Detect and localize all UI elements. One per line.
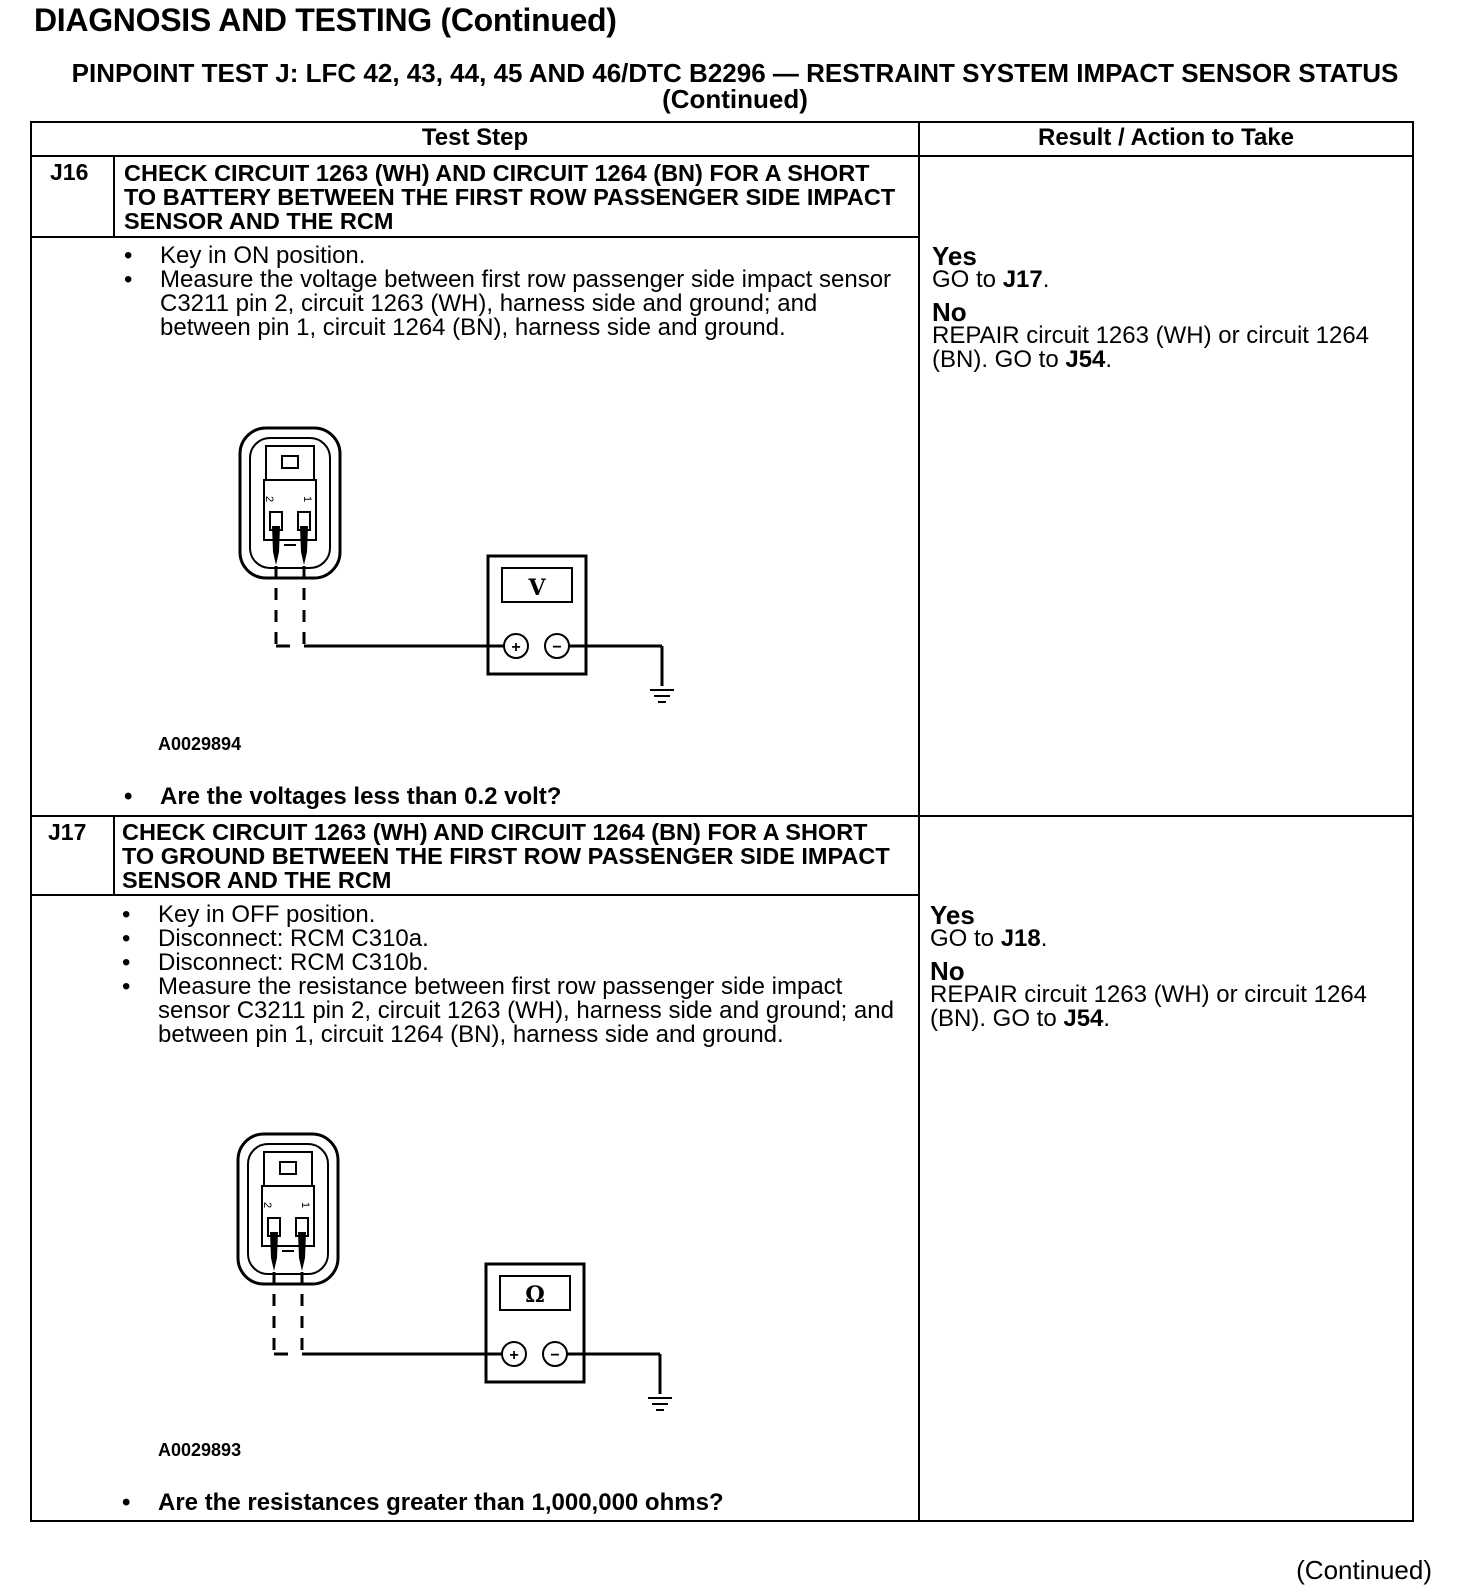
table-border-top <box>30 121 1414 123</box>
instruction-item: • Key in ON position. <box>124 244 894 268</box>
step-question: • Are the voltages less than 0.2 volt? <box>124 783 561 811</box>
table-column-divider <box>918 121 920 1522</box>
instruction-item: • Measure the resistance between first row passenger side impact sensor C3211 pin 2, circuit 1263 (WH), harness side and ground; and between pin 1, circuit 1264 (BN), harness side and ground. <box>122 975 902 1047</box>
yes-label: Yes <box>932 241 977 271</box>
no-label: No <box>930 956 965 986</box>
meter-symbol: Ω <box>525 1282 545 1308</box>
resistance-test-diagram <box>198 1126 698 1426</box>
column-header-test-step: Test Step <box>421 124 529 151</box>
minus-terminal: − <box>552 639 562 656</box>
no-label: No <box>932 297 967 327</box>
minus-terminal: − <box>550 1347 560 1364</box>
step-id: J17 <box>48 819 87 845</box>
ohmmeter-icon <box>486 1264 660 1394</box>
no-action: REPAIR circuit 1263 (WH) or circuit 1264 (BN). GO to <box>932 322 1370 373</box>
yes-action: GO to <box>930 925 995 952</box>
j16-title-divider <box>30 236 919 238</box>
j17-title-divider <box>30 894 919 896</box>
instruction-item: • Disconnect: RCM C310a. <box>122 927 902 951</box>
yes-action: GO to <box>932 266 997 293</box>
instruction-item: • Measure the voltage between first row passenger side impact sensor C3211 pin 2, circuit 1263 (WH), harness side and ground; and between pin 1, circuit 1264 (BN), harness side and ground. <box>124 268 894 340</box>
result-action: Yes GO to J17. No REPAIR circuit 1263 (WH) or circuit 1264 (BN). GO to J54. <box>932 244 1402 372</box>
yes-label: Yes <box>930 900 975 930</box>
table-border-bottom <box>30 1520 1414 1522</box>
table-border-left <box>30 121 32 1522</box>
step-separator <box>30 815 1414 817</box>
pin-label: 2 <box>263 496 275 503</box>
voltmeter-icon <box>488 556 662 686</box>
goto-link[interactable]: J17 <box>1002 266 1043 293</box>
goto-link[interactable]: J54 <box>1063 1005 1104 1032</box>
goto-link[interactable]: J54 <box>1065 346 1106 373</box>
no-action: REPAIR circuit 1263 (WH) or circuit 1264 (BN). GO to <box>930 981 1368 1032</box>
plus-terminal: + <box>509 1347 519 1364</box>
figure-id: A0029894 <box>158 734 242 754</box>
pin-label: 2 <box>261 1202 273 1209</box>
j17-id-divider <box>113 816 115 896</box>
pin-label: 1 <box>301 496 313 503</box>
sensor-connector-icon <box>240 428 340 578</box>
table-border-right <box>1412 121 1414 1522</box>
step-title: CHECK CIRCUIT 1263 (WH) AND CIRCUIT 1264 (BN) FOR A SHORT TO GROUND BETWEEN THE FIRST ROW PASSENGER SIDE IMPACT SENSOR AND THE RCM <box>122 819 890 893</box>
voltage-test-diagram <box>200 420 700 720</box>
result-action: Yes GO to J18. No REPAIR circuit 1263 (WH) or circuit 1264 (BN). GO to J54. <box>930 903 1402 1031</box>
plus-terminal: + <box>511 639 521 656</box>
instruction-item: • Key in OFF position. <box>122 903 902 927</box>
goto-link[interactable]: J18 <box>1000 925 1041 952</box>
ground-icon <box>650 690 674 702</box>
step-question: • Are the resistances greater than 1,000,000 ohms? <box>122 1489 724 1517</box>
instruction-item: • Disconnect: RCM C310b. <box>122 951 902 975</box>
j16-id-divider <box>113 156 115 238</box>
sensor-connector-icon <box>238 1134 338 1284</box>
pinpoint-test-subtitle: PINPOINT TEST J: LFC 42, 43, 44, 45 AND 46/DTC B2296 — RESTRAINT SYSTEM IMPACT SENSOR STATUS (Continued) <box>71 58 1399 114</box>
continued-footer: (Continued) <box>1296 1555 1432 1585</box>
table-header-divider <box>30 155 1414 157</box>
step-instructions <box>124 244 894 340</box>
ground-icon <box>648 1398 672 1410</box>
figure-id: A0029893 <box>158 1440 242 1460</box>
pin-label: 1 <box>299 1202 311 1209</box>
column-header-result: Result / Action to Take <box>1037 124 1295 151</box>
step-instructions <box>122 903 902 1047</box>
step-title: CHECK CIRCUIT 1263 (WH) AND CIRCUIT 1264 (BN) FOR A SHORT TO BATTERY BETWEEN THE FIRST ROW PASSENGER SIDE IMPACT SENSOR AND THE RCM <box>124 160 896 234</box>
page-title: DIAGNOSIS AND TESTING (Continued) <box>34 2 617 38</box>
meter-symbol: V <box>528 575 546 601</box>
step-id: J16 <box>50 159 89 185</box>
